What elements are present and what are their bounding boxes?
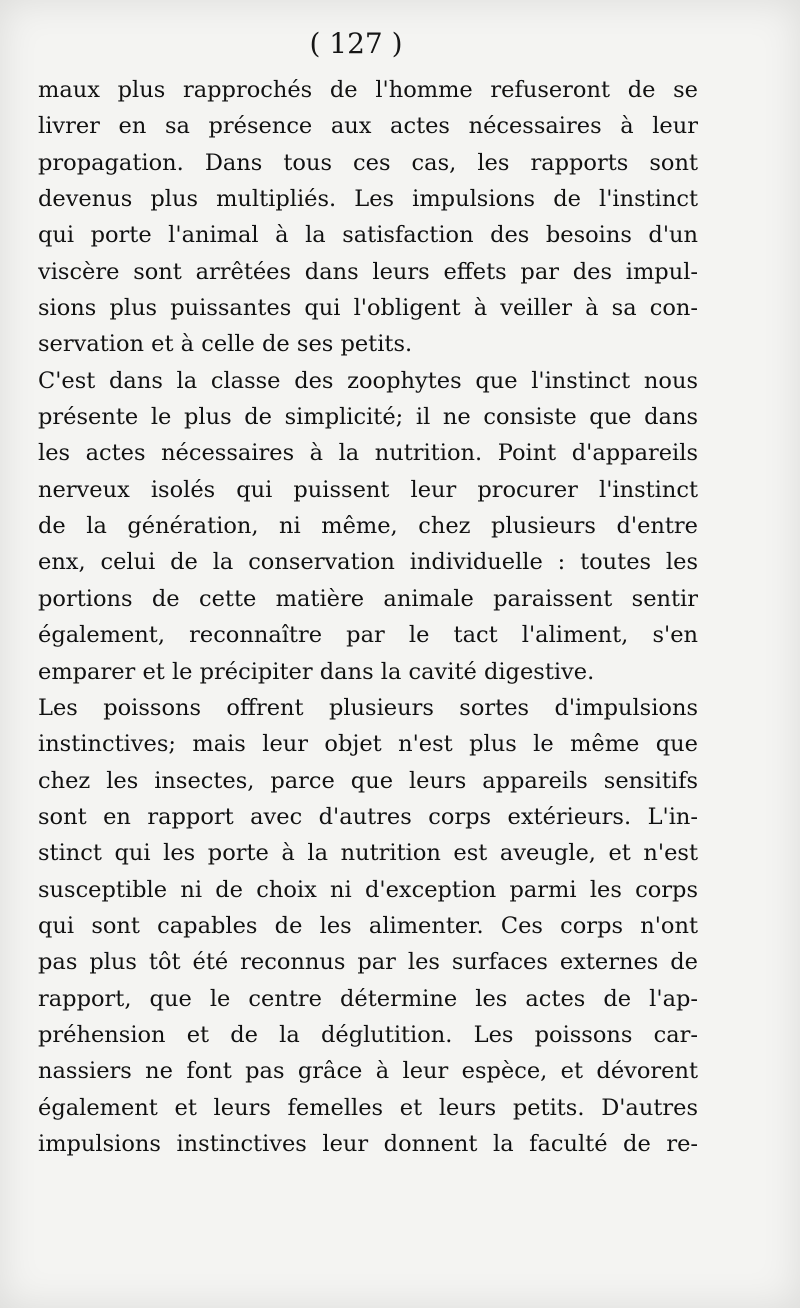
text-line: instinctives; mais leur objet n'est plus le même que (38, 731, 698, 758)
text-line: sont en rapport avec d'autres corps extérieurs. L'in- (38, 803, 698, 830)
text-line: livrer en sa présence aux actes nécessaires à leur (38, 113, 698, 140)
body-text (38, 72, 698, 1162)
text-line: servation et à celle de ses petits. (38, 331, 413, 358)
text-line: C'est dans la classe des zoophytes que l'instinct nous (38, 367, 698, 394)
text-line: enx, celui de la conservation individuelle : toutes les (38, 549, 698, 576)
text-line: chez les insectes, parce que leurs appareils sensitifs (38, 767, 698, 794)
text-line: également et leurs femelles et leurs petits. D'autres (38, 1094, 698, 1121)
text-line: les actes nécessaires à la nutrition. Point d'appareils (38, 440, 698, 467)
text-line: nerveux isolés qui puissent leur procurer l'instinct (38, 476, 698, 503)
text-line: devenus plus multipliés. Les impulsions de l'instinct (38, 186, 698, 213)
text-line: susceptible ni de choix ni d'exception parmi les corps (38, 876, 698, 903)
text-line: sions plus puissantes qui l'obligent à veiller à sa con- (38, 295, 698, 322)
text-line: présente le plus de simplicité; il ne consiste que dans (38, 404, 698, 431)
text-line: portions de cette matière animale paraissent sentir (38, 585, 698, 612)
text-line: impulsions instinctives leur donnent la faculté de re- (38, 1130, 698, 1157)
text-line: nassiers ne font pas grâce à leur espèce, et dévorent (38, 1058, 698, 1085)
text-line: stinct qui les porte à la nutrition est aveugle, et n'est (38, 840, 698, 867)
text-line: maux plus rapprochés de l'homme refuseront de se (38, 77, 698, 103)
text-line: également, reconnaître par le tact l'aliment, s'en (38, 622, 698, 649)
text-line: Les poissons offrent plusieurs sortes d'impulsions (38, 694, 698, 721)
text-line: qui sont capables de les alimenter. Ces corps n'ont (38, 912, 698, 939)
text-line: emparer et le précipiter dans la cavité digestive. (38, 658, 595, 685)
text-line: de la génération, ni même, chez plusieurs d'entre (38, 513, 698, 540)
text-line: pas plus tôt été reconnus par les surfaces externes de (38, 949, 698, 976)
text-line: propagation. Dans tous ces cas, les rapports sont (38, 149, 698, 176)
text-line: qui porte l'animal à la satisfaction des besoins d'un (38, 222, 698, 249)
text-line: rapport, que le centre détermine les actes de l'ap- (38, 985, 698, 1012)
text-line: préhension et de la déglutition. Les poissons car- (38, 1021, 698, 1048)
text-line: viscère sont arrêtées dans leurs effets par des impul- (38, 258, 698, 285)
page-number: ( 127 ) (309, 27, 403, 60)
